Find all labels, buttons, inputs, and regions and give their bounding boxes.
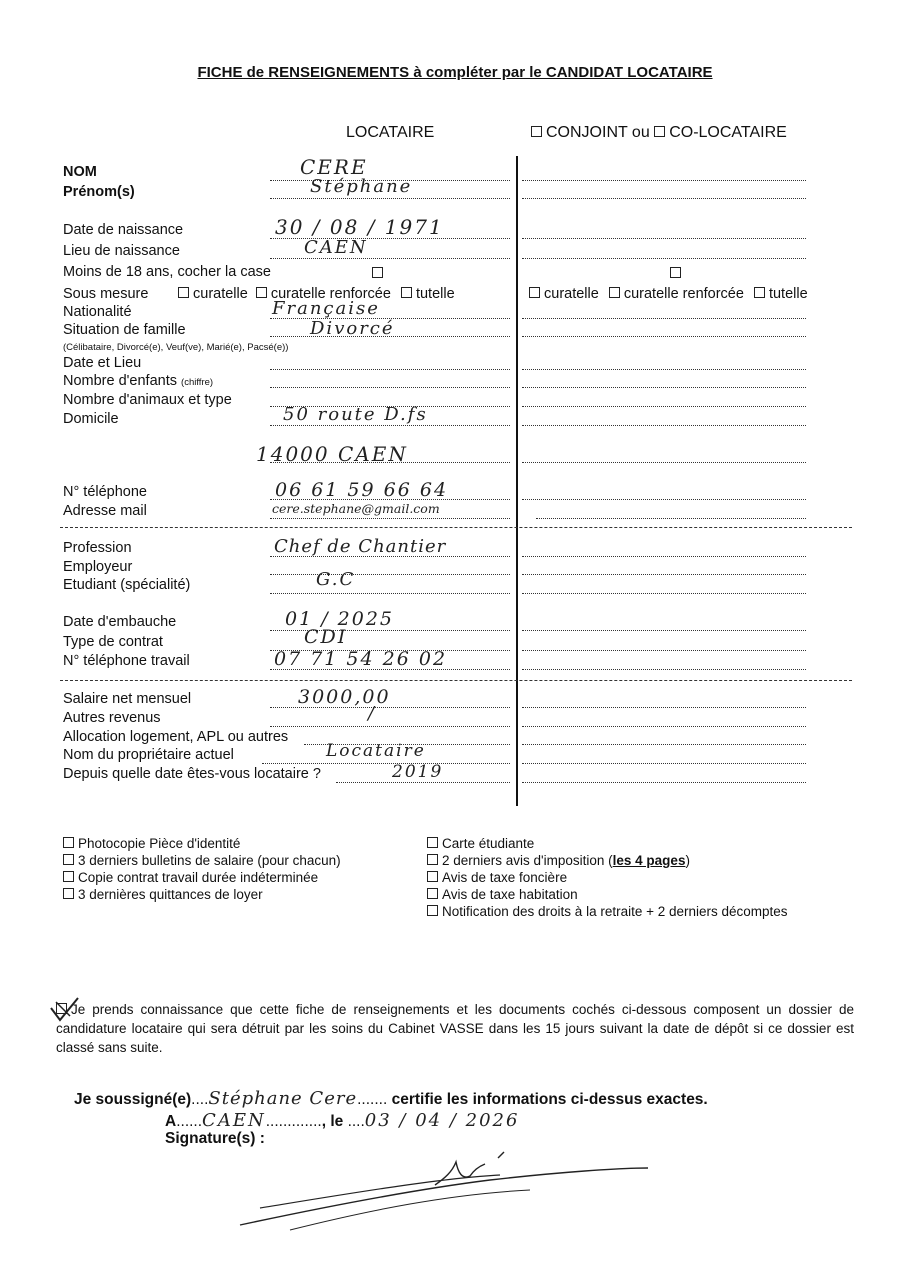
column-conjoint [531,124,787,142]
column-locataire: LOCATAIRE [346,124,435,141]
field-line [270,198,510,199]
document-checkbox[interactable] [63,837,74,848]
label-tel-travail: N° téléphone travail [63,653,190,669]
label-proprietaire: Nom du propriétaire actuel [63,747,234,763]
value-nom: CERE [300,155,368,179]
document-checkbox[interactable] [63,871,74,882]
field-line [522,258,806,259]
field-line [522,425,806,426]
document-item: Avis de taxe habitation [427,886,788,903]
mesure-options-locataire: curatelle curatelle renforcée tutelle [178,286,455,302]
section-divider [60,527,852,528]
label-lieu-naissance: Lieu de naissance [63,243,180,259]
field-line [522,406,806,407]
field-line [522,707,806,708]
moins18-checkbox-locataire[interactable] [372,267,383,278]
field-line [270,574,510,575]
mesure-options-conjoint: curatelle curatelle renforcée tutelle [529,286,808,302]
tutelle-checkbox[interactable] [754,287,765,298]
value-domicile-1: 50 route D.fs [283,404,428,425]
value-prenom: Stéphane [310,176,413,197]
value-domicile-2: 14000 CAEN [256,442,408,466]
label-situation: Situation de famille [63,322,186,338]
documents-right [427,835,788,920]
colocataire-checkbox[interactable] [654,126,665,137]
label-moins18: Moins de 18 ans, cocher la case [63,264,271,280]
label-date-naissance: Date de naissance [63,222,184,238]
value-situation: Divorcé [310,318,395,339]
label-sous-mesure: Sous mesure [63,286,149,302]
label-mail: Adresse mail [63,503,147,519]
label-signature: Signature(s) : [165,1130,265,1147]
curatelle-checkbox[interactable] [178,287,189,298]
label-date-embauche: Date d'embauche [63,614,177,630]
lieu-date-line: A......CAEN............., le ....03 / 04 / 2026 [165,1110,520,1131]
field-line [536,518,806,519]
field-line [262,763,510,764]
field-line [336,782,510,783]
document-item: Copie contrat travail durée indéterminée [63,869,341,886]
document-checkbox[interactable] [427,871,438,882]
field-line [270,258,510,259]
checkmark-icon [48,996,82,1024]
field-line [270,726,510,727]
curatelle-renforcee-checkbox[interactable] [256,287,267,298]
document-item: 3 derniers bulletins de salaire (pour chacun) [63,852,341,869]
document-item: Avis de taxe foncière [427,869,788,886]
value-date-naissance: 30 / 08 / 1971 [275,215,444,239]
field-line [522,669,806,670]
label-nb-animaux: Nombre d'animaux et type [63,392,232,408]
certification-line: Je soussigné(e)....Stéphane Cere....... certifie les informations ci-dessus exactes. [74,1088,708,1109]
field-line [522,318,806,319]
value-proprietaire: Locataire [326,741,426,761]
colocataire-label: CO-LOCATAIRE [669,124,787,141]
document-item: Carte étudiante [427,835,788,852]
value-date-signature: 03 / 04 / 2026 [364,1110,520,1131]
field-line [270,387,510,388]
field-line [522,336,806,337]
label-date-lieu: Date et Lieu [63,355,142,371]
label-autres-revenus: Autres revenus [63,710,161,726]
label-domicile: Domicile [63,411,119,427]
label-situation-hint: (Célibataire, Divorcé(e), Veuf(ve), Marié(e), Pacsé(e)) [63,342,289,353]
document-item: 2 derniers avis d'imposition (les 4 pages) [427,852,788,869]
document-checkbox[interactable] [427,905,438,916]
field-line [522,782,806,783]
document-item: Photocopie Pièce d'identité [63,835,341,852]
conjoint-label: CONJOINT ou [546,124,650,141]
label-telephone: N° téléphone [63,484,147,500]
field-line [522,556,806,557]
value-lieu-naissance: CAEN [304,237,368,258]
field-line [522,574,806,575]
documents-left [63,835,341,903]
value-profession: Chef de Chantier [274,536,447,557]
conjoint-checkbox[interactable] [531,126,542,137]
value-date-embauche: 01 / 2025 [285,608,395,630]
label-salaire: Salaire net mensuel [63,691,192,707]
document-checkbox[interactable] [63,888,74,899]
label-nationalite: Nationalité [63,304,132,320]
field-line [522,369,806,370]
value-etudiant: G.C [316,569,356,590]
document-checkbox[interactable] [427,854,438,865]
column-divider [516,156,518,806]
value-nationalite: Française [272,298,380,319]
label-profession: Profession [63,540,132,556]
document-item: 3 dernières quittances de loyer [63,886,341,903]
field-line [522,744,806,745]
field-line [270,518,510,519]
value-autres-revenus: / [368,703,377,724]
field-line [522,726,806,727]
document-checkbox[interactable] [427,888,438,899]
curatelle-renforcee-checkbox[interactable] [609,287,620,298]
label-depuis: Depuis quelle date êtes-vous locataire ? [63,766,321,782]
moins18-checkbox-conjoint[interactable] [670,267,681,278]
field-line [522,650,806,651]
label-nb-enfants: Nombre d'enfants (chiffre) [63,373,214,389]
field-line [270,425,510,426]
value-mail: cere.stephane@gmail.com [272,501,440,516]
value-signataire: Stéphane Cere [208,1088,358,1109]
field-line [522,198,806,199]
label-type-contrat: Type de contrat [63,634,163,650]
value-depuis: 2019 [392,762,444,782]
label-employeur: Employeur [63,559,133,575]
signature-scribble [230,1150,660,1240]
field-line [270,593,510,594]
field-line [270,369,510,370]
label-nom: NOM [63,164,97,180]
label-etudiant: Etudiant (spécialité) [63,577,191,593]
field-line [522,763,806,764]
value-tel-travail: 07 71 54 26 02 [274,648,448,670]
tutelle-checkbox[interactable] [401,287,412,298]
field-line [522,630,806,631]
field-line [522,238,806,239]
document-item: Notification des droits à la retraite + 2 derniers décomptes [427,903,788,920]
value-type-contrat: CDI [304,626,348,648]
field-line [522,462,806,463]
label-prenom: Prénom(s) [63,184,135,200]
field-line [522,593,806,594]
page-title: FICHE de RENSEIGNEMENTS à compléter par le CANDIDAT LOCATAIRE [197,64,713,81]
value-telephone: 06 61 59 66 64 [275,479,449,501]
section-divider [60,680,852,681]
curatelle-checkbox[interactable] [529,287,540,298]
acknowledgement-text: Je prends connaissance que cette fiche de renseignements et les documents cochés ci-dessous composent un dossier de candidature locataire qui sera détruit par les soins du Cabinet VASSE dans les 15 jours suivant la date de dépôt si ce dossier est classé sans suite. [56,1002,854,1055]
label-allocation: Allocation logement, APL ou autres [63,729,289,745]
field-line [522,499,806,500]
value-ville: CAEN [202,1110,266,1131]
document-checkbox[interactable] [63,854,74,865]
document-checkbox[interactable] [427,837,438,848]
field-line [522,180,806,181]
field-line [522,387,806,388]
value-salaire: 3000,00 [298,686,391,708]
